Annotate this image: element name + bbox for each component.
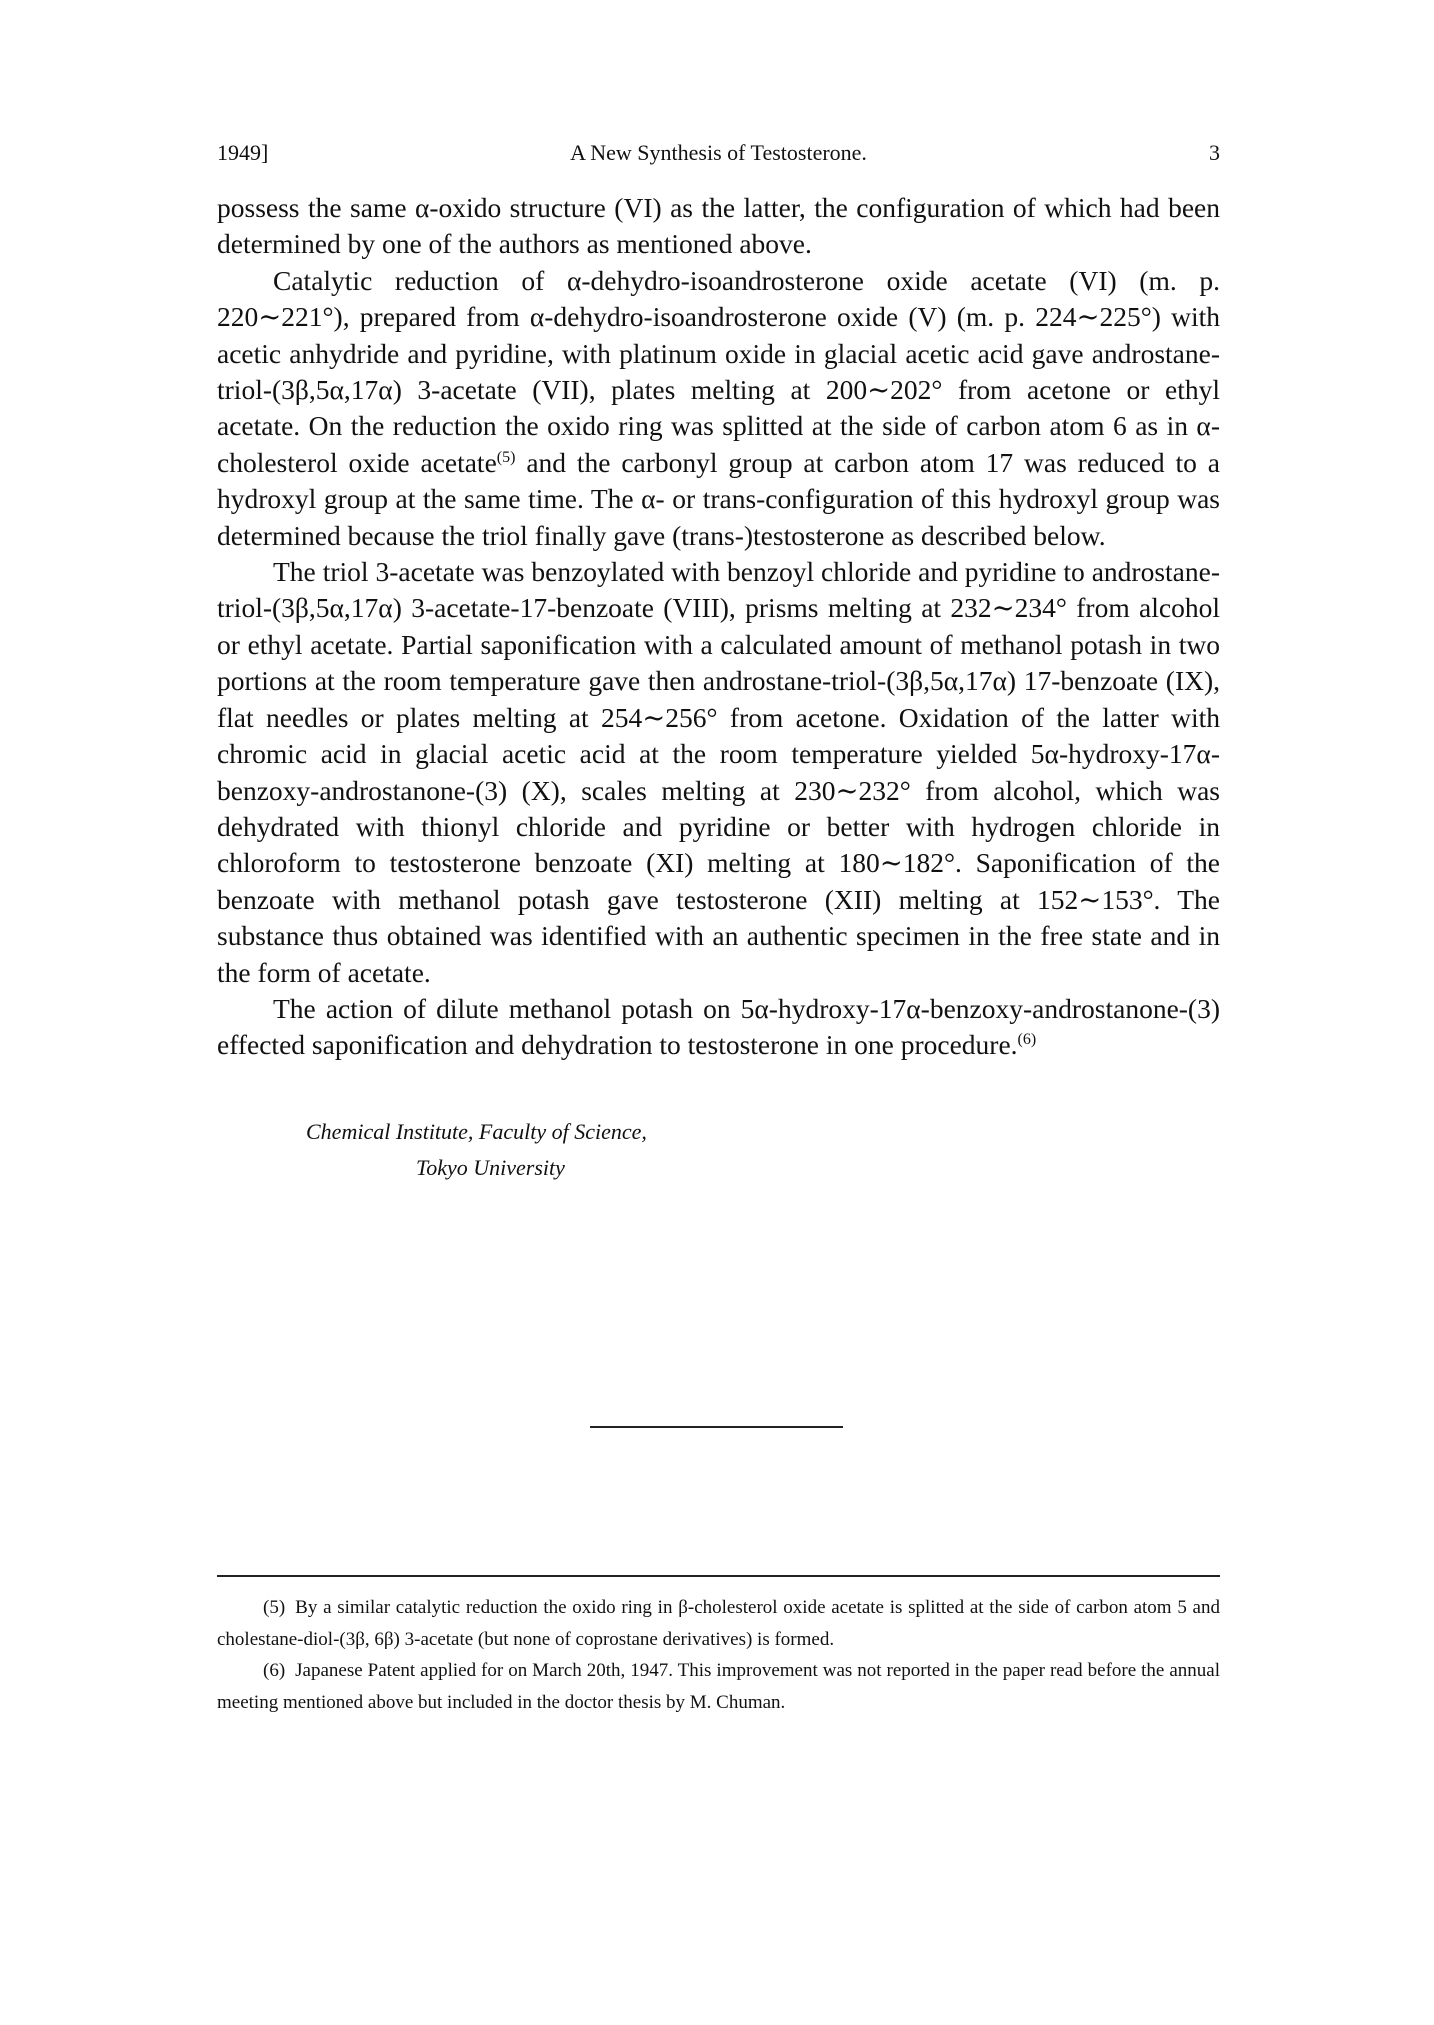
affiliation-line-1: Chemical Institute, Faculty of Science, — [306, 1119, 647, 1144]
paragraph-benzoylation: The triol 3-acetate was benzoylated with benzoyl chloride and pyridine to androstane-triol-(3β,5α,17α) 3-acetate-17-benzoate (VIII), prisms melting at 232∼234° from alcohol or ethyl acetate. Partial saponification with a calculated amount of methanol potash in two portions at the room temperature gave then androstane-triol-(3β,5α,17α) 17-benzoate (IX), flat needles or plates melting at 254∼256° from acetone. Oxidation of the latter with chromic acid in glacial acetic acid at the room temperature yielded 5α-hydroxy-17α-benzoxy-androstanone-(3) (X), scales melting at 230∼232° from alcohol, which was dehydrated with thionyl chloride and pyridine or better with hydrogen chloride in chloroform to testosterone benzoate (XI) melting at 180∼182°. Saponification of the benzoate with methanol potash gave testosterone (XII) melting at 152∼153°. The substance thus obtained was identified with an authentic specimen in the free state and in the form of acetate. — [217, 556, 1220, 988]
paragraph-catalytic-reduction — [217, 263, 1220, 554]
header-year: 1949] — [217, 140, 269, 165]
affiliation-line-2: Tokyo University — [416, 1155, 565, 1180]
footnote-ref-6[interactable]: (6) — [1017, 1031, 1037, 1049]
footnote-divider — [217, 1575, 1220, 1577]
paragraph-text: and the carbonyl group at carbon atom 17 was reduced to a hydroxyl group at the same time. The α- or trans-configuration of this hydroxyl group was determined because the triol finally gave (trans-)testosterone as described below. — [217, 446, 1221, 551]
footnotes — [217, 1592, 1220, 1718]
footnote-number: (6) — [263, 1660, 286, 1681]
footnote-number: (5) — [263, 1597, 286, 1618]
footnote-text: By a similar catalytic reduction the oxido ring in β-cholesterol oxide acetate is splitted at the side of carbon atom 5 and cholestane-diol-(3β, 6β) 3-acetate (but none of coprostane derivatives) is formed. — [217, 1597, 1220, 1650]
footnote-6 — [217, 1655, 1220, 1718]
section-divider — [590, 1426, 843, 1428]
paragraph-continuation: possess the same α-oxido structure (VI) as the latter, the configuration of which had been determined by one of the authors as mentioned above. — [217, 192, 1220, 260]
paragraph-text: Catalytic reduction of α-dehydro-isoandrosterone oxide acetate (VI) (m. p. 220∼221°), prepared from α-dehydro-isoandrosterone oxide (V) (m. p. 224∼225°) with acetic anhydride and pyridine, with platinum oxide in glacial acetic acid gave androstane-triol-(3β,5α,17α) 3-acetate (VII), plates melting at 200∼202° from acetone or ethyl acetate. On the reduction the oxido ring was splitted at the side of carbon atom 6 as in α-cholesterol oxide acetate — [217, 264, 1220, 478]
footnote-text: Japanese Patent applied for on March 20th, 1947. This improvement was not reported in the paper read before the annual meeting mentioned above but included in the doctor thesis by M. Chuman. — [217, 1660, 1220, 1713]
paragraph-text: The action of dilute methanol potash on 5α-hydroxy-17α-benzoxy-androstanone-(3) effected saponification and dehydration to testosterone in one procedure. — [217, 992, 1220, 1061]
article-body — [217, 190, 1220, 1064]
header-title: A New Synthesis of Testosterone. — [570, 140, 867, 165]
footnote-5 — [217, 1592, 1220, 1655]
page-number: 3 — [1209, 140, 1220, 165]
footnote-ref-5[interactable]: (5) — [496, 448, 516, 466]
running-header — [217, 140, 1220, 174]
affiliation — [306, 1114, 647, 1186]
paragraph-dilute-potash — [217, 991, 1220, 1064]
